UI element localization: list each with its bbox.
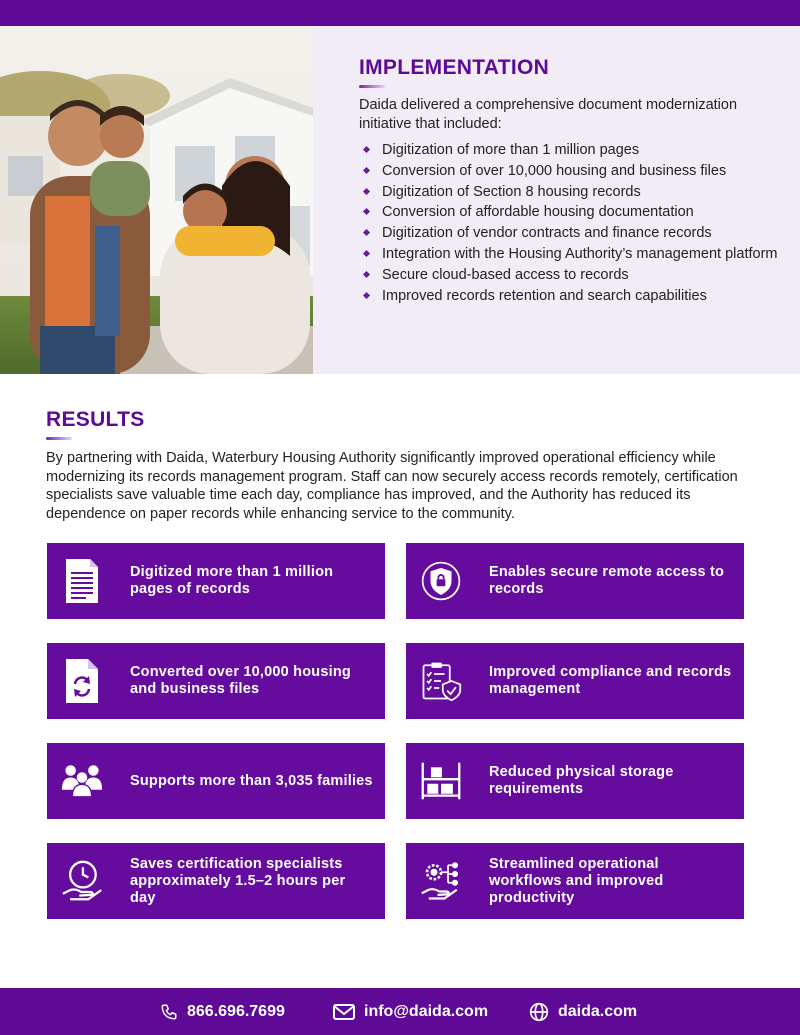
list-item-text: Conversion of affordable housing documentation: [382, 204, 694, 221]
footer-phone[interactable]: [160, 988, 285, 1035]
document-icon: [61, 557, 103, 605]
list-item-text: Digitization of vendor contracts and finance records: [382, 225, 712, 242]
list-item-text: Conversion of over 10,000 housing and business files: [382, 162, 727, 179]
result-card-label: Supports more than 3,035 families: [130, 772, 373, 789]
list-item: [359, 288, 779, 305]
clock-hand-icon: [61, 857, 103, 905]
result-card-label: Improved compliance and records management: [489, 664, 732, 697]
diamond-bullet-icon: [363, 167, 370, 174]
footer-email-text: info@daida.com: [364, 1002, 489, 1020]
storage-shelf-icon: [420, 757, 462, 805]
results-title: RESULTS: [46, 408, 145, 431]
result-card: [47, 843, 385, 919]
implementation-intro: Daida delivered a comprehensive document modernization initiative that included:: [359, 97, 738, 132]
diamond-bullet-icon: [363, 229, 370, 236]
result-card-label: Converted over 10,000 housing and business files: [130, 664, 351, 697]
result-card: [406, 643, 744, 719]
result-card: [47, 643, 385, 719]
list-item-text: Digitization of more than 1 million pages: [382, 142, 640, 158]
result-card: [406, 743, 744, 819]
top-bar: [0, 0, 800, 26]
list-item: [359, 246, 779, 263]
list-item: [359, 204, 779, 221]
file-convert-icon: [61, 657, 103, 705]
list-item: [359, 163, 779, 180]
result-card: [406, 543, 744, 619]
diamond-bullet-icon: [363, 208, 370, 215]
results-body: By partnering with Daida, Waterbury Housing Authority significantly improved operational efficiency while modernizing its records management program. Staff can now securely access records remotely, certification specialists save valuable time each day, compliance has improved, and the Authority has reduced its dependence on paper records while enhancing service to the community.: [46, 450, 738, 522]
list-item: [359, 184, 779, 201]
list-item-text: Digitization of Section 8 housing records: [382, 183, 641, 200]
result-card: [406, 843, 744, 919]
footer-bar: [0, 988, 800, 1035]
diamond-bullet-icon: [363, 188, 370, 195]
list-item-text: Secure cloud-based access to records: [382, 266, 629, 283]
list-item: [359, 225, 779, 242]
list-item-text: Integration with the Housing Authority’s management platform: [382, 245, 778, 262]
results-title-underline: [46, 437, 72, 440]
list-item: [359, 267, 779, 284]
checklist-shield-icon: [420, 657, 462, 705]
footer-phone-text: 866.696.7699: [187, 1002, 285, 1020]
family-icon: [61, 757, 103, 805]
diamond-bullet-icon: [363, 292, 370, 299]
result-card-label: Enables secure remote access to records: [489, 564, 725, 597]
result-card-label: Streamlined operational workflows and improved productivity: [489, 855, 664, 906]
result-card-label: Reduced physical storage requirements: [489, 764, 674, 797]
hero-family-photo: [0, 26, 313, 374]
result-card: [47, 743, 385, 819]
list-item-text: Improved records retention and search capabilities: [382, 287, 707, 304]
list-item: [359, 142, 779, 159]
globe-icon: [529, 1002, 549, 1022]
diamond-bullet-icon: [363, 250, 370, 257]
phone-icon: [160, 1003, 178, 1021]
workflow-gear-icon: [420, 857, 462, 905]
result-card-label: Saves certification specialists approximately 1.5–2 hours per day: [130, 855, 346, 906]
footer-website-text: daida.com: [558, 1002, 638, 1020]
result-card-label: Digitized more than 1 million pages of records: [130, 564, 334, 597]
implementation-panel: [313, 26, 800, 374]
implementation-list: [359, 142, 779, 308]
envelope-icon: [333, 1004, 355, 1020]
implementation-title: IMPLEMENTATION: [359, 56, 550, 79]
result-card: [47, 543, 385, 619]
diamond-bullet-icon: [363, 146, 370, 153]
diamond-bullet-icon: [363, 271, 370, 278]
footer-email[interactable]: [333, 988, 488, 1035]
implementation-title-underline: [359, 85, 385, 88]
shield-lock-icon: [420, 557, 462, 605]
footer-website[interactable]: [529, 988, 637, 1035]
